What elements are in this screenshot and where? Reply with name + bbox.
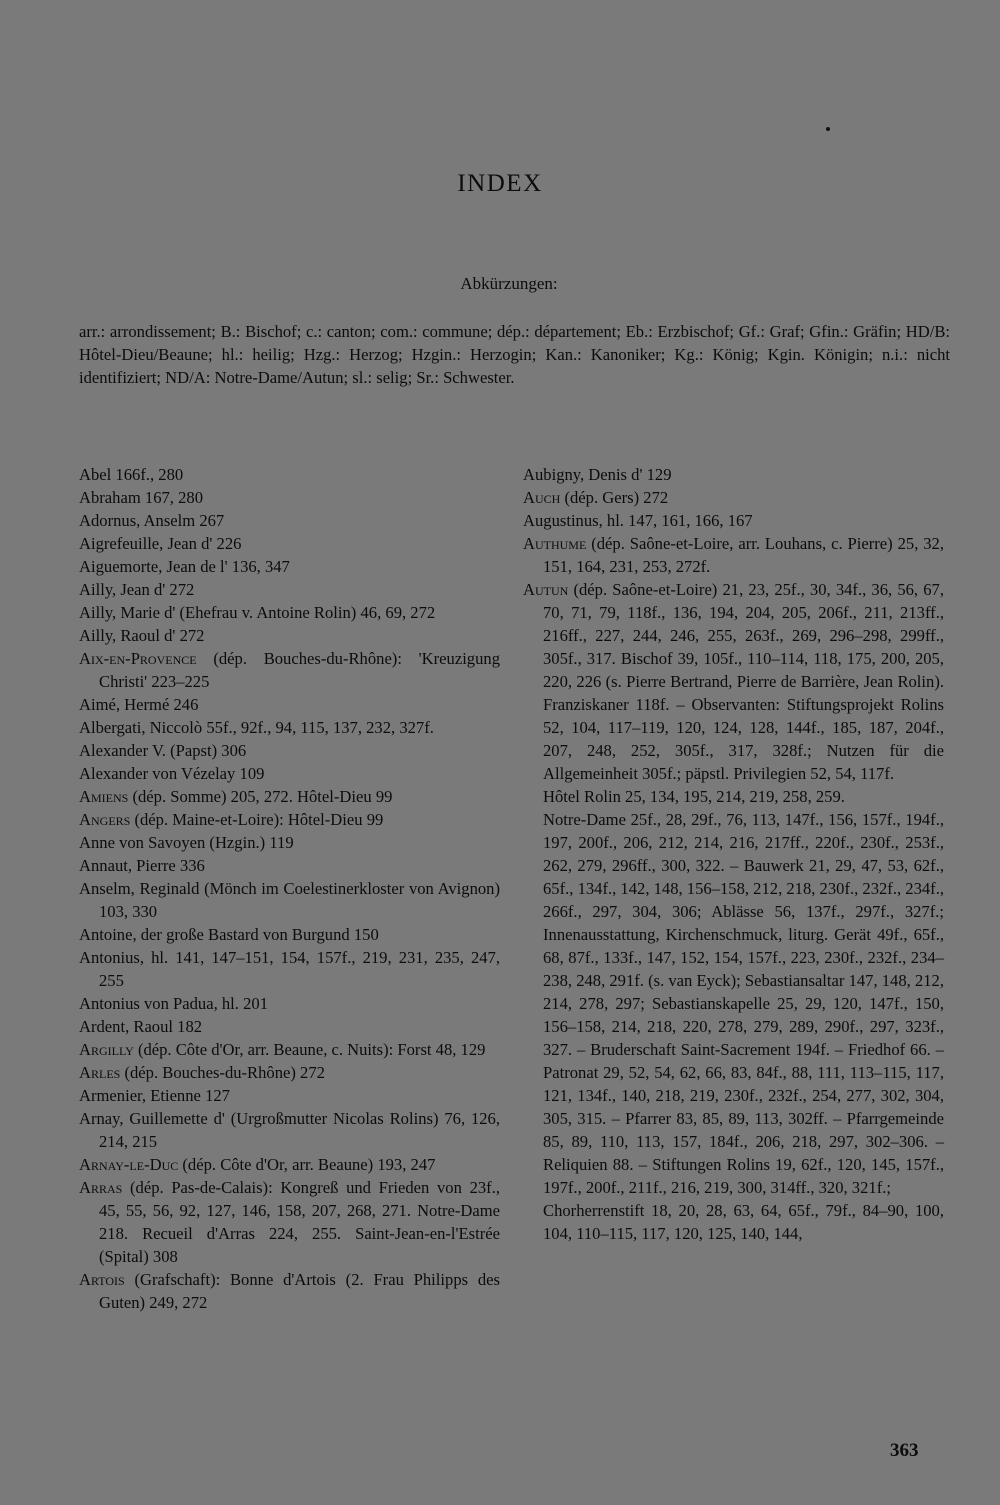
index-headword: Adornus, Anselm: [79, 511, 196, 530]
index-references: 76, 126, 214, 215: [99, 1109, 500, 1151]
index-references: Notre-Dame 25f., 28, 29f., 76, 113, 147f., 156, 157f., 194f., 197, 200f., 206, 212, 214, 216, 217ff., 220f., 230f., 253f., 262, 279, 296ff., 300, 322. – Bauwerk 21, 29, 47, 53, 62f., 65f., 134f., 142, 148, 156–158, 212, 218, 230f., 232f., 234f., 266f., 297, 304, 306; Ablässe 56, 137f., 297f., 327f.; Innenausstattung, Kirchenschmuck, liturg. Gerät 49f., 65f., 68, 87f., 133f., 147, 152, 154, 157f., 223, 230f., 232f., 234–238, 248, 291f. (s. van Eyck); Sebastiansaltar 147, 148, 212, 214, 278, 297; Sebastianskapelle 25, 29, 120, 147f., 150, 156–158, 214, 218, 220, 278, 279, 289, 290f., 297, 323f., 327. – Bruderschaft Saint-Sacrement 194f. – Friedhof 66. – Patronat 29, 52, 54, 62, 66, 83, 84f., 88, 111, 113–115, 117, 121, 134f., 140, 218, 219, 230f., 232f., 254, 277, 302, 304, 305, 315. – Pfarrer 83, 85, 89, 113, 302ff. – Pfarrgemeinde 85, 89, 110, 113, 157, 184f., 206, 218, 297, 302–306. – Reliquien 88. – Stiftungen Rolins 19, 62f., 120, 145, 157f., 197f., 200f., 211f., 216, 219, 300, 314ff., 320, 321f.;: [543, 810, 944, 1197]
index-entry: [79, 647, 500, 693]
index-entry: [79, 1107, 500, 1153]
index-headword: Antonius, hl.: [79, 948, 169, 967]
index-entry: [79, 716, 500, 739]
index-headword: Aigrefeuille, Jean d': [79, 534, 213, 553]
index-references: 119: [269, 833, 294, 852]
index-references: 267: [199, 511, 225, 530]
index-entry: [79, 785, 500, 808]
index-headword: Arnay-le-Duc: [79, 1155, 179, 1174]
index-column-right: [523, 463, 944, 1245]
index-entry: [79, 1061, 500, 1084]
index-entry: [79, 831, 500, 854]
index-entry: [79, 992, 500, 1015]
index-entry: [79, 1176, 500, 1268]
index-headword: Albergati, Niccolò: [79, 718, 203, 737]
index-entry: [523, 509, 944, 532]
index-headword: Autun: [523, 580, 569, 599]
index-entry: [79, 739, 500, 762]
index-references: (dép. Somme) 205, 272. Hôtel-Dieu 99: [132, 787, 393, 806]
index-references: 167, 280: [144, 488, 203, 507]
index-column-left: [79, 463, 500, 1314]
index-headword: Ailly, Marie d' (Ehefrau v. Antoine Rolin): [79, 603, 357, 622]
index-headword: Arnay, Guillemette d' (Urgroßmutter Nicolas Rolins): [79, 1109, 439, 1128]
abbreviations-heading: Abkürzungen:: [460, 274, 558, 293]
index-references: (dép. Bouches-du-Rhône): 'Kreuzigung Christi' 223–225: [99, 649, 500, 691]
index-headword: Argilly: [79, 1040, 134, 1059]
index-entry: [79, 946, 500, 992]
index-references: 272: [179, 626, 205, 645]
index-references: 127: [205, 1086, 230, 1105]
index-headword: Arras: [79, 1178, 123, 1197]
index-references: (dép. Saône-et-Loire, arr. Louhans, c. Pierre) 25, 32, 151, 164, 231, 253, 272f.: [543, 534, 944, 576]
page-title: INDEX: [457, 170, 543, 197]
index-references: (Grafschaft): Bonne d'Artois (2. Frau Philipps des Guten) 249, 272: [99, 1270, 500, 1312]
index-entry: [79, 693, 500, 716]
index-headword: Augustinus, hl.: [523, 511, 624, 530]
index-references: 272: [169, 580, 195, 599]
index-headword: Anselm, Reginald (Mönch im Coelestinerkloster von Avignon): [79, 879, 500, 898]
index-headword: Aiguemorte, Jean de l': [79, 557, 228, 576]
index-headword: Antonius von Padua, hl.: [79, 994, 239, 1013]
index-references: 141, 147–151, 154, 157f., 219, 231, 235, 247, 255: [99, 948, 500, 990]
index-headword: Abraham: [79, 488, 141, 507]
index-entry: [79, 1153, 500, 1176]
index-entry: [79, 923, 500, 946]
page-number: 363: [890, 1440, 919, 1461]
index-entry: [79, 509, 500, 532]
index-headword: Alexander V. (Papst): [79, 741, 218, 760]
index-entry: [79, 1038, 500, 1061]
index-entry: [79, 1015, 500, 1038]
index-references: 306: [221, 741, 247, 760]
index-entry: [523, 463, 944, 486]
ink-dot: [826, 127, 830, 131]
index-entry: [79, 555, 500, 578]
index-entry: [523, 578, 944, 785]
index-entry: [523, 1199, 944, 1245]
index-entry: [523, 532, 944, 578]
index-entry: [523, 785, 944, 808]
index-references: (dép. Saône-et-Loire) 21, 23, 25f., 30, 34f., 36, 56, 67, 70, 71, 79, 118f., 136, 194, 204, 205, 206f., 211, 213ff., 216ff., 227, 244, 246, 255, 263f., 269, 296–298, 299ff., 305f., 317. Bischof 39, 105f., 110–114, 118, 175, 200, 205, 220, 226 (s. Pierre Bertrand, Pierre de Barrière, Jean Rolin). Franziskaner 118f. – Observanten: Stiftungsprojekt Rolins 52, 104, 117–119, 120, 124, 128, 144f., 185, 187, 204f., 207, 248, 252, 305f., 317, 328f.; Nutzen für die Allgemeinheit 305f.; päpstl. Privilegien 52, 54, 117f.: [543, 580, 944, 783]
index-entry: [79, 808, 500, 831]
index-references: 150: [353, 925, 379, 944]
index-references: 201: [243, 994, 268, 1013]
index-entry: [523, 808, 944, 1199]
index-headword: Amiens: [79, 787, 129, 806]
index-headword: Abel: [79, 465, 112, 484]
index-references: 46, 69, 272: [360, 603, 436, 622]
index-headword: Annaut, Pierre: [79, 856, 176, 875]
index-headword: Aubigny, Denis d': [523, 465, 643, 484]
index-references: 166f., 280: [115, 465, 184, 484]
index-headword: Aimé, Hermé: [79, 695, 170, 714]
index-references: 246: [173, 695, 199, 714]
index-entry: [79, 1268, 500, 1314]
index-references: 109: [239, 764, 265, 783]
index-references: 182: [177, 1017, 203, 1036]
index-references: 136, 347: [231, 557, 290, 576]
index-headword: Angers: [79, 810, 131, 829]
index-entry: [79, 486, 500, 509]
index-headword: Auch: [523, 488, 561, 507]
index-headword: Arles: [79, 1063, 121, 1082]
index-headword: Armenier, Etienne: [79, 1086, 201, 1105]
index-references: (dép. Maine-et-Loire): Hôtel-Dieu 99: [134, 810, 384, 829]
index-entry: [79, 532, 500, 555]
index-references: 147, 161, 166, 167: [628, 511, 753, 530]
index-references: (dép. Côte d'Or, arr. Beaune) 193, 247: [182, 1155, 436, 1174]
index-references: 103, 330: [99, 902, 158, 921]
index-entry: [79, 624, 500, 647]
index-references: 226: [216, 534, 242, 553]
index-entry: [79, 762, 500, 785]
index-headword: Authume: [523, 534, 587, 553]
index-references: Chorherrenstift 18, 20, 28, 63, 64, 65f., 79f., 84–90, 100, 104, 110–115, 117, 120, 125, 140, 144,: [543, 1201, 944, 1243]
index-headword: Ailly, Raoul d': [79, 626, 176, 645]
index-references: 55f., 92f., 94, 115, 137, 232, 327f.: [206, 718, 434, 737]
index-references: 129: [646, 465, 672, 484]
index-entry: [79, 877, 500, 923]
index-references: (dép. Bouches-du-Rhône) 272: [124, 1063, 325, 1082]
index-headword: Artois: [79, 1270, 125, 1289]
index-references: Hôtel Rolin 25, 134, 195, 214, 219, 258, 259.: [543, 787, 845, 806]
index-headword: Aix-en-Provence: [79, 649, 197, 668]
index-entry: [79, 578, 500, 601]
index-references: (dép. Gers) 272: [564, 488, 669, 507]
index-entry: [79, 854, 500, 877]
index-headword: Alexander von Vézelay: [79, 764, 236, 783]
index-headword: Antoine, der große Bastard von Burgund: [79, 925, 350, 944]
index-entry: [79, 1084, 500, 1107]
index-entry: [79, 463, 500, 486]
abbreviations-text: arr.: arrondissement; B.: Bischof; c.: canton; com.: commune; dép.: département; Eb.: Erzbischof; Gf.: Graf; Gfin.: Gräfin; HD/B: Hôtel-Dieu/Beaune; hl.: heilig; Hzg.: Herzog; Hzgin.: Herzogin; Kan.: Kanoniker; Kg.: König; Kgin. Königin; n.i.: nicht identifiziert; ND/A: Notre-Dame/Autun; sl.: selig; Sr.: Schwester.: [79, 322, 950, 387]
index-headword: Ardent, Raoul: [79, 1017, 174, 1036]
index-references: (dép. Pas-de-Calais): Kongreß und Frieden von 23f., 45, 55, 56, 92, 127, 146, 158, 207, 268, 271. Notre-Dame 218. Recueil d'Arras 224, 255. Saint-Jean-en-l'Estrée (Spital) 308: [99, 1178, 500, 1266]
index-entry: [79, 601, 500, 624]
index-entry: [523, 486, 944, 509]
index-headword: Ailly, Jean d': [79, 580, 166, 599]
index-references: 336: [179, 856, 205, 875]
index-references: (dép. Côte d'Or, arr. Beaune, c. Nuits): Forst 48, 129: [137, 1040, 486, 1059]
index-headword: Anne von Savoyen (Hzgin.): [79, 833, 266, 852]
